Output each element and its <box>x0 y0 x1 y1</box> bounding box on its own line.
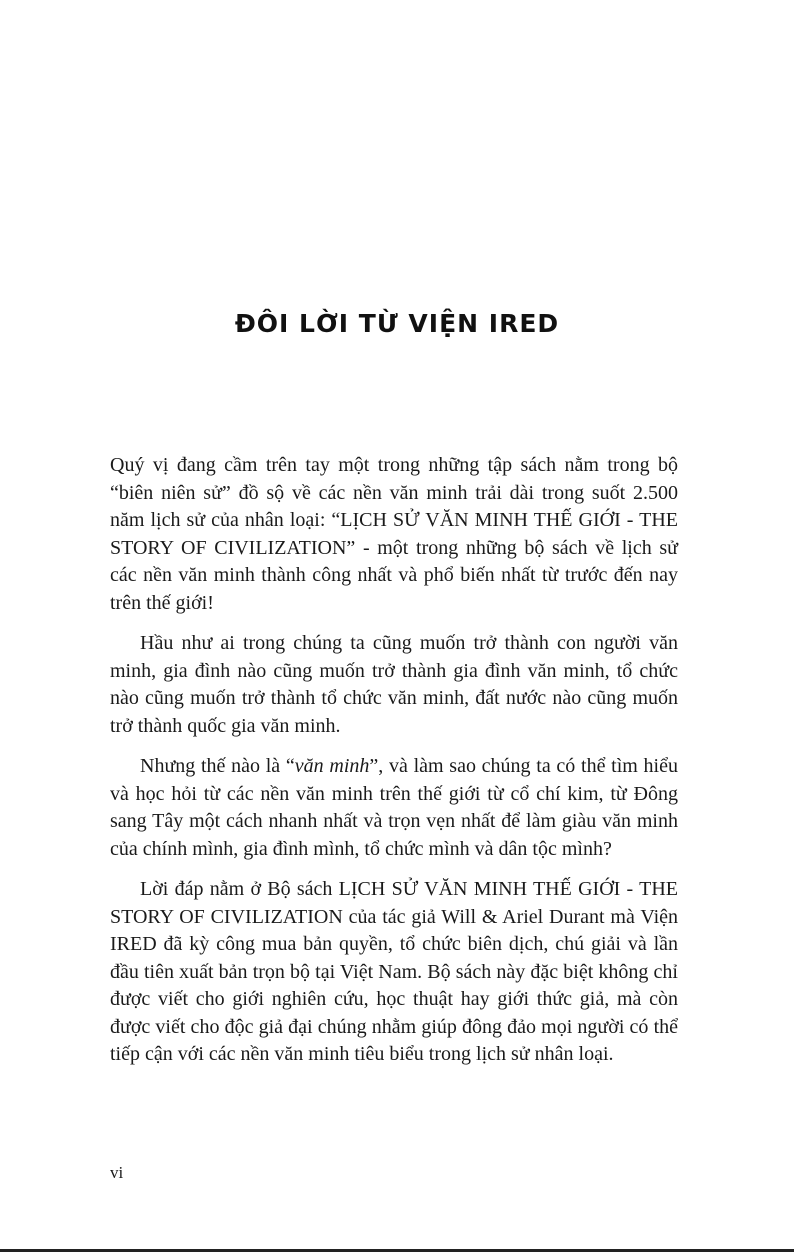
body-text <box>110 452 678 1082</box>
page-number: vi <box>110 1163 124 1182</box>
paragraph-1: Quý vị đang cầm trên tay một trong những tập sách nằm trong bộ “biên niên sử” đồ sộ về các nền văn minh trải dài trong suốt 2.500 năm lịch sử của nhân loại: “LỊCH SỬ VĂN MINH THẾ GIỚI - THE STORY OF CIVILIZATION” - một trong những bộ sách về lịch sử các nền văn minh thành công nhất và phổ biến nhất từ trước đến nay trên thế giới! <box>110 454 678 614</box>
emphasis-van-minh: văn minh <box>294 755 370 777</box>
paragraph-4: Lời đáp nằm ở Bộ sách LỊCH SỬ VĂN MINH THẾ GIỚI - THE STORY OF CIVILIZATION của tác giả Will & Ariel Durant mà Viện IRED đã kỳ công mua bản quyền, tổ chức biên dịch, chú giải và lần đầu tiên xuất bản trọn bộ tại Việt Nam. Bộ sách này đặc biệt không chỉ được viết cho giới nghiên cứu, học thuật hay giới thức giả, mà còn được viết cho độc giả đại chúng nhằm giúp đông đảo mọi người có thể tiếp cận với các nền văn minh tiêu biểu trong lịch sử nhân loại. <box>110 878 678 1065</box>
paragraph-2: Hầu như ai trong chúng ta cũng muốn trở thành con người văn minh, gia đình nào cũng muốn trở thành gia đình văn minh, tổ chức nào cũng muốn trở thành tổ chức văn minh, đất nước nào cũng muốn trở thành quốc gia văn minh. <box>110 632 678 737</box>
bottom-rule <box>0 1249 794 1252</box>
paragraph-3-lead: Nhưng thế nào là “ <box>140 755 295 777</box>
paragraph-3-rest: ”, và làm sao chúng ta có thể tìm hiểu và học hỏi từ các nền văn minh trên thế giới từ cổ chí kim, từ Đông sang Tây một cách nhanh nhất và trọn vẹn nhất để làm giàu văn minh của chính mình, gia đình mình, tổ chức mình và dân tộc mình? <box>110 755 678 860</box>
page-title: ĐÔI LỜI TỪ VIỆN IRED <box>234 308 560 338</box>
paragraph-3 <box>110 753 678 863</box>
